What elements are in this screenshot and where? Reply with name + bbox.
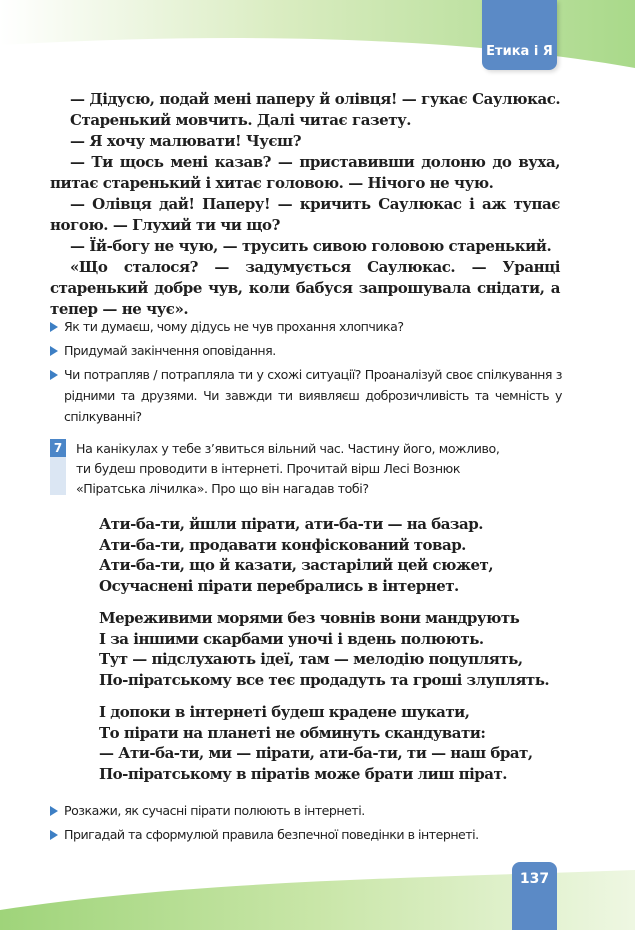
poem-line: То пірати на планеті не обминуть скандувати:: [99, 723, 486, 742]
story-dialogue: [50, 89, 560, 320]
task-text: Розкажи, як сучасні пірати полюють в інтернеті.: [64, 803, 365, 818]
triangle-bullet-icon: [50, 346, 58, 356]
triangle-bullet-icon: [50, 830, 58, 840]
section-label: Етика і Я: [486, 44, 553, 59]
dialogue-line: «Що сталося? — задумується Саулюкас. — Уранці старенький добре чув, коли бабуся запрошувала снідати, а тепер — не чує».: [50, 258, 560, 318]
poem-stanza: [99, 608, 559, 690]
poem-line: Тут — підслухають ідеї, там — мелодію поцуплять,: [99, 650, 523, 668]
exercise-7: [50, 439, 562, 499]
exercise-line: ти будеш проводити в інтернеті. Прочитай вірш Лесі Вознюк: [76, 461, 461, 476]
poem-line: Ати-ба-ти, продавати конфіскований товар.: [99, 535, 466, 554]
dialogue-line: — Їй-богу не чую, — трусить сивою головою старенький.: [70, 237, 552, 255]
page-number-tab: [512, 862, 557, 930]
exercise-number: 7: [50, 439, 66, 457]
triangle-bullet-icon: [50, 322, 58, 332]
task-text: Придумай закінчення оповідання.: [64, 343, 276, 358]
dialogue-line: — Ти щось мені казав? — приставивши долоню до вуха, питає старенький і хитає головою. — Нічого не чую.: [50, 153, 560, 192]
exercise-line: «Піратська лічилка». Про що він нагадав тобі?: [76, 481, 369, 496]
dialogue-line: — Дідусю, подай мені паперу й олівця! — гукає Саулюкас.: [70, 90, 561, 108]
task-text: Пригадай та сформулюй правила безпечної поведінки в інтернеті.: [64, 827, 479, 842]
poem-line: По-піратському все теє продадуть та гроші злуплять.: [99, 670, 550, 689]
dialogue-line: Старенький мовчить. Далі читає газету.: [70, 111, 412, 129]
dialogue-line: — Я хочу малювати! Чуєш?: [70, 132, 302, 150]
triangle-bullet-icon: [50, 370, 58, 380]
triangle-bullet-icon: [50, 806, 58, 816]
poem-line: Мереживими морями без човнів вони мандрують: [99, 609, 520, 627]
poem-line: По-піратському в піратів може брати лиш пірат.: [99, 764, 507, 783]
task-item: [50, 364, 562, 427]
poem: [99, 514, 559, 796]
poem-line: І за іншими скарбами уночі і вдень полюють.: [99, 629, 484, 648]
final-task-list: [50, 800, 565, 845]
poem-line: Ати-ба-ти, що й казати, застарілий цей сюжет,: [99, 556, 494, 574]
exercise-line: На канікулах у тебе з’явиться вільний час. Частину його, можливо,: [76, 441, 500, 456]
exercise-instructions: [76, 439, 562, 499]
task-item: [50, 316, 562, 337]
task-item: [50, 800, 565, 821]
poem-line: Ати-ба-ти, йшли пірати, ати-ба-ти — на базар.: [99, 515, 483, 533]
section-tab: [482, 0, 557, 70]
task-text: Чи потрапляв / потрапляла ти у схожі ситуації? Проаналізуй своє спілкування з рідними та друзями. Чи завжди ти виявляєш доброзичливість та чемність у спілкуванні?: [64, 367, 562, 424]
task-text: Як ти думаєш, чому дідусь не чув прохання хлопчика?: [64, 319, 404, 334]
poem-line: — Ати-ба-ти, ми — пірати, ати-ба-ти, ти — наш брат,: [99, 744, 533, 762]
poem-line: Осучаснені пірати перебрались в інтернет.: [99, 576, 459, 595]
poem-stanza: [99, 514, 559, 596]
poem-line: І допоки в інтернеті будеш крадене шукати,: [99, 703, 470, 721]
dialogue-line: — Олівця дай! Паперу! — кричить Саулюкас і аж тупає ногою. — Глухий ти чи що?: [50, 195, 560, 234]
page-number: 137: [519, 871, 550, 887]
task-list: [50, 316, 562, 427]
poem-stanza: [99, 702, 559, 784]
task-item: [50, 340, 562, 361]
